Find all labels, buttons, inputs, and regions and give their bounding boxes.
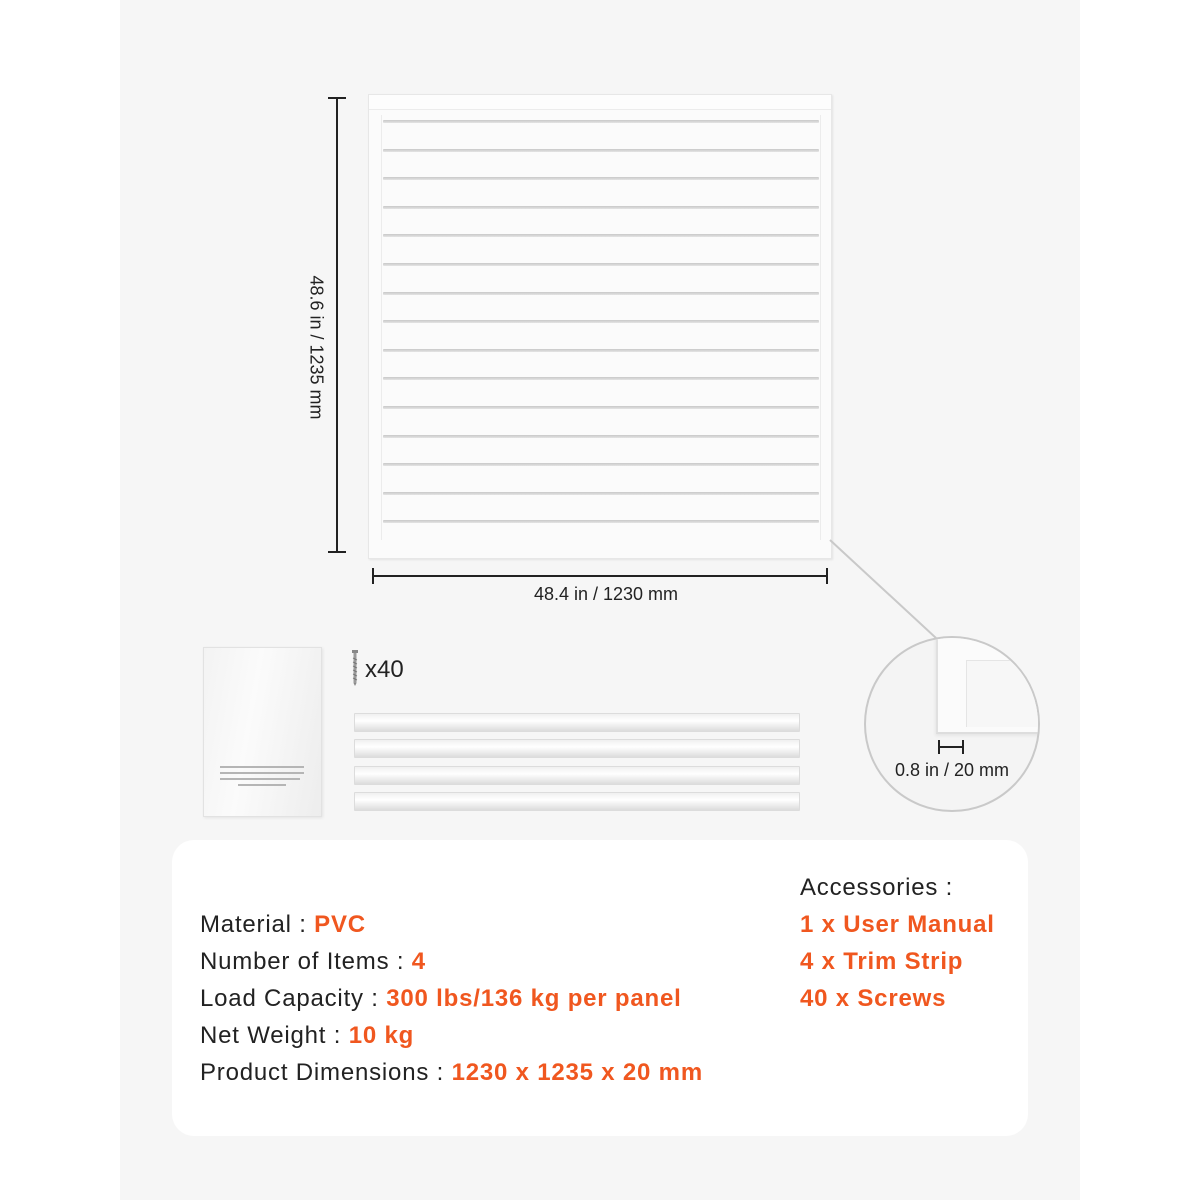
manual-text-line [220, 778, 300, 780]
slat-groove [383, 234, 819, 237]
spec-value: 300 lbs/136 kg per panel [386, 985, 682, 1012]
user-manual-image [203, 647, 322, 817]
slat-groove [383, 177, 819, 180]
spec-label: Net Weight : [200, 1022, 342, 1049]
spec-row-product-dimensions [200, 1054, 703, 1091]
slat-groove [383, 349, 819, 352]
spec-row-material [200, 906, 703, 943]
thickness-detail-zoom [864, 636, 1040, 812]
slat-groove [383, 320, 819, 323]
accessory-item-screws: 40 x Screws [800, 985, 947, 1012]
trim-strip-image [354, 766, 800, 785]
width-dimension-label: 48.4 in / 1230 mm [533, 584, 679, 604]
slat-groove [383, 520, 819, 523]
accessories-list [800, 906, 995, 1017]
trim-strip-image [354, 792, 800, 811]
accessory-item-trim-strip: 4 x Trim Strip [800, 948, 964, 975]
panel-top-rail [369, 95, 831, 110]
trim-strip-image [354, 713, 800, 732]
spec-value: 1230 x 1235 x 20 mm [451, 1059, 703, 1086]
spec-list [200, 906, 703, 1091]
slat-groove [383, 463, 819, 466]
thickness-dimension-label: 0.8 in / 20 mm [894, 760, 1010, 780]
accessories-heading: Accessories : [800, 874, 954, 901]
slat-groove [383, 435, 819, 438]
slat-groove [383, 206, 819, 209]
manual-text-line [238, 784, 286, 786]
screw-count-label: x40 [365, 656, 404, 683]
panel-edge-detail [936, 636, 1040, 734]
spec-value: 4 [411, 948, 426, 975]
slat-groove [383, 292, 819, 295]
slat-groove [383, 406, 819, 409]
trim-strip-image [354, 739, 800, 758]
thickness-dimension-line [938, 746, 964, 748]
slat-groove [383, 120, 819, 123]
spec-label: Material : [200, 911, 307, 938]
accessory-item-user-manual: 1 x User Manual [800, 911, 995, 938]
spec-label: Number of Items : [200, 948, 405, 975]
manual-text-line [220, 772, 304, 774]
height-dimension-label: 48.6 in / 1235 mm [306, 275, 327, 420]
slat-groove [383, 149, 819, 152]
spec-value: PVC [314, 911, 366, 938]
spec-row-net-weight [200, 1017, 703, 1054]
spec-row-load-capacity [200, 980, 703, 1017]
panel-edge-inner [966, 660, 1040, 727]
slatwall-panel-image [368, 94, 832, 559]
slat-groove [383, 492, 819, 495]
slat-groove [383, 377, 819, 380]
slat-groove [383, 263, 819, 266]
spec-label: Load Capacity : [200, 985, 379, 1012]
height-dimension-line [336, 97, 338, 553]
width-dimension-line [372, 575, 828, 577]
spec-label: Product Dimensions : [200, 1059, 445, 1086]
screw-icon [352, 650, 358, 686]
spec-card [172, 840, 1028, 1136]
spec-value: 10 kg [348, 1022, 415, 1049]
spec-row-number-of-items [200, 943, 703, 980]
manual-text-line [220, 766, 304, 768]
